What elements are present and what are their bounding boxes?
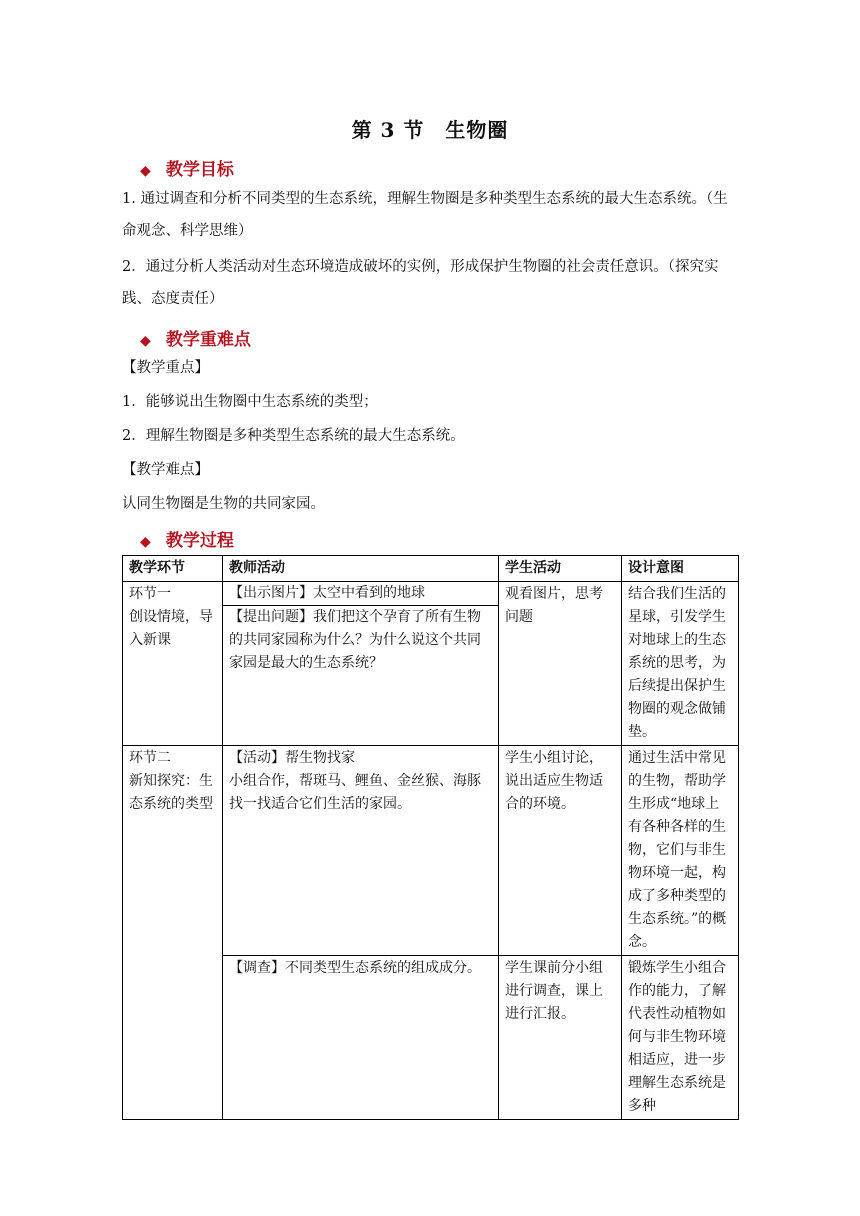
intent-cell: 通过生活中常见的生物，帮助学生形成“地球上有各种各样的生物，它们与非生物环境一起，构成了多种类型的生态系统。”的概念。 [622, 746, 739, 956]
teaching-process-table [122, 555, 739, 1120]
key-item: 2．理解生物圈是多种类型生态系统的最大生态系统。 [122, 428, 465, 444]
teacher-activity: 【出示图片】太空中看到的地球 [223, 582, 498, 606]
column-header: 教师活动 [223, 556, 499, 582]
column-header: 学生活动 [499, 556, 622, 582]
teacher-cell: 【活动】帮生物找家 小组合作，帮斑马、鲤鱼、金丝猴、海豚找一找适合它们生活的家园。 [223, 746, 499, 956]
section-heading-goals [140, 155, 234, 180]
section-heading-label: 教学重难点 [165, 330, 251, 350]
diamond-icon: ◆ [140, 333, 151, 349]
teacher-activity: 【提出问题】我们把这个孕育了所有生物的共同家园称为什么？为什么说这个共同家园是最大的生态系统？ [229, 609, 481, 671]
diamond-icon: ◆ [140, 534, 151, 550]
table-row [123, 746, 739, 956]
column-header: 设计意图 [622, 556, 739, 582]
difficulty-label: 【教学难点】 [122, 462, 209, 478]
table-header-row [123, 556, 739, 582]
student-cell: 学生课前分小组进行调查，课上进行汇报。 [499, 956, 622, 1120]
key-item: 1．能够说出生物圈中生态系统的类型； [122, 394, 378, 410]
intent-cell: 结合我们生活的星球，引发学生对地球上的生态系统的思考，为后续提出保护生物圈的观念做铺垫。 [622, 582, 739, 746]
difficulty-item: 认同生物圈是生物的共同家园。 [122, 496, 325, 512]
student-cell: 观看图片，思考问题 [499, 582, 622, 746]
section-heading-label: 教学目标 [165, 160, 234, 180]
page-title: 第 3 节 生物圈 [351, 118, 509, 142]
table-row [123, 582, 739, 746]
stage-cell: 环节二 新知探究：生态系统的类型 [123, 746, 223, 1120]
goal-paragraph: 1. 通过调查和分析不同类型的生态系统，理解生物圈是多种类型生态系统的最大生态系统。（生命观念、科学思维） [122, 191, 728, 239]
section-heading-process [140, 526, 234, 551]
stage-cell: 环节一 创设情境，导入新课 [123, 582, 223, 746]
key-label: 【教学重点】 [122, 360, 209, 376]
student-cell: 学生小组讨论，说出适应生物适合的环境。 [499, 746, 622, 956]
goal-paragraph: 2．通过分析人类活动对生态环境造成破坏的实例，形成保护生物圈的社会责任意识。（探究实践、态度责任） [122, 259, 719, 307]
diamond-icon: ◆ [140, 163, 151, 179]
intent-cell: 锻炼学生小组合作的能力，了解代表性动植物如何与非生物环境相适应，进一步理解生态系统是多种 [622, 956, 739, 1120]
section-heading-label: 教学过程 [165, 531, 234, 551]
teacher-cell: 【调查】不同类型生态系统的组成成分。 [223, 956, 499, 1120]
column-header: 教学环节 [123, 556, 223, 582]
section-heading-keypoints [140, 325, 251, 350]
teacher-cell [223, 582, 499, 746]
